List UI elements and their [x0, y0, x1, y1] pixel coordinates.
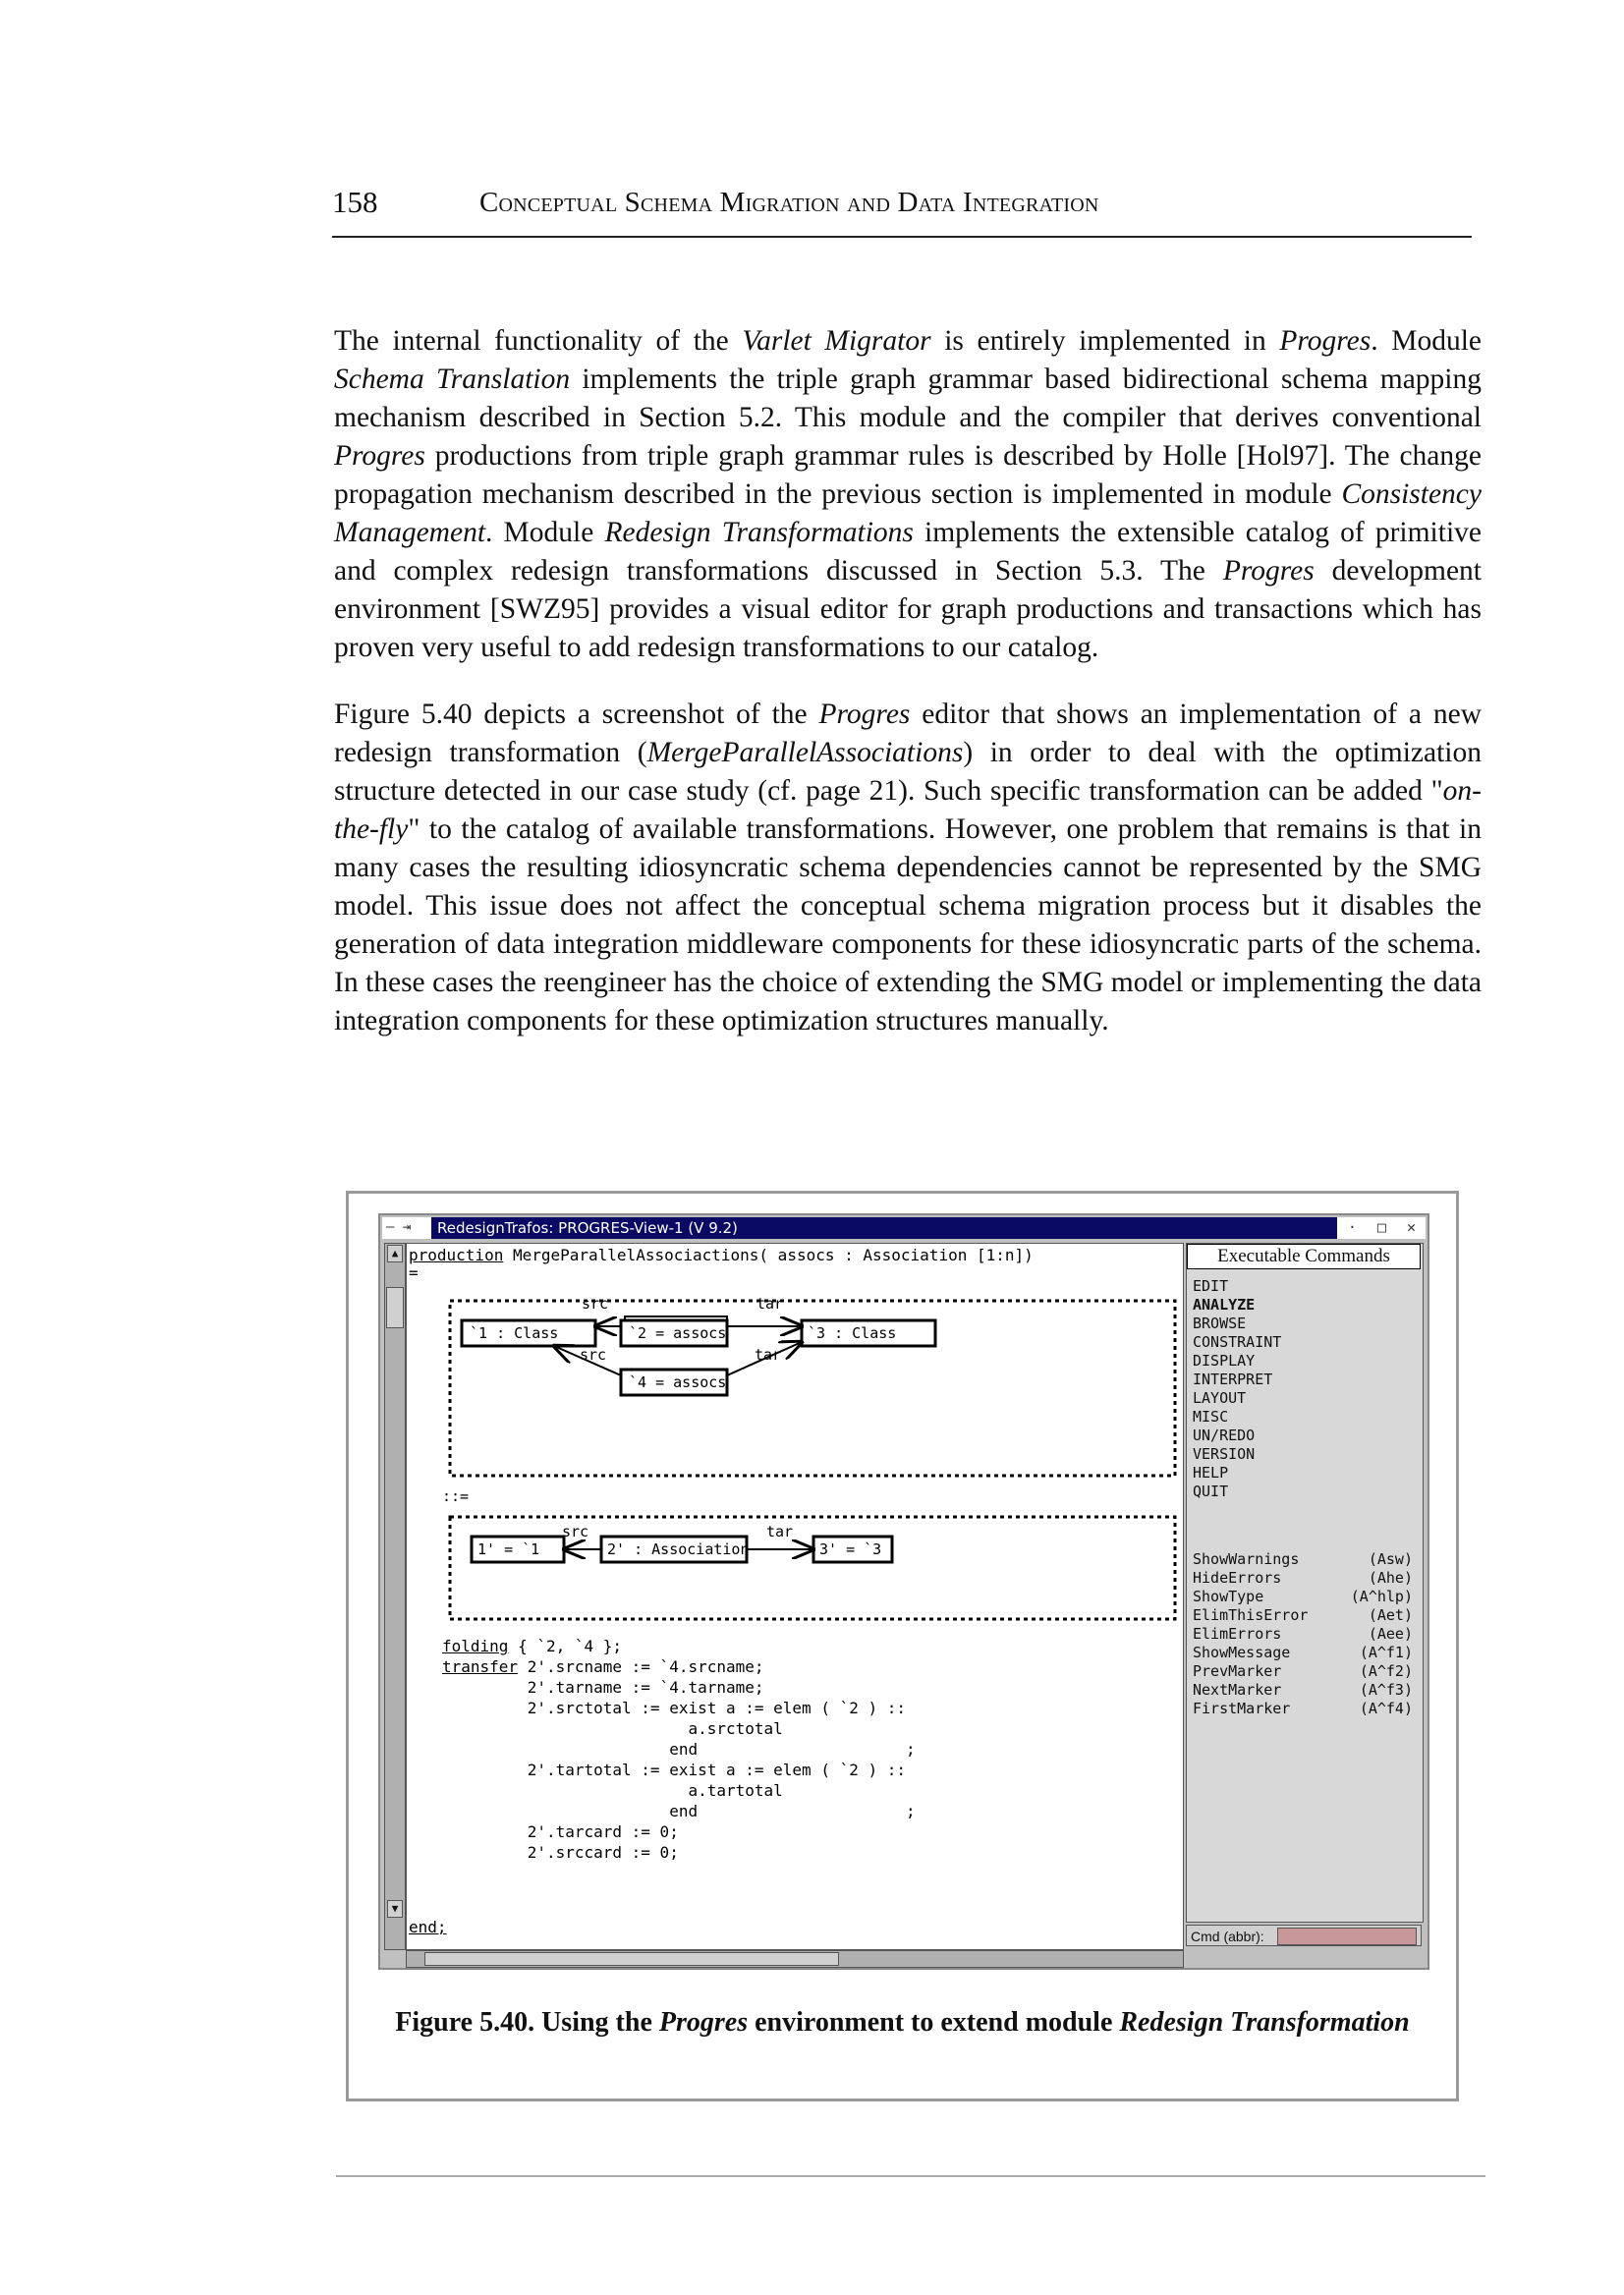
code-text: 2'.srctotal := exist a := elem ( `2 ) :: [442, 1699, 907, 1717]
production-signature: MergeParallelAssociactions( assocs : Association [1:n]) [503, 1246, 1034, 1264]
p1-run-8: productions from triple graph grammar rules is described by Holle [Hol97]. The change propagation mechanism described in the previous section is implemented in module [334, 440, 1482, 510]
shortcut-name: ShowWarnings [1193, 1550, 1300, 1568]
scroll-up-icon[interactable]: ▲ [387, 1245, 403, 1262]
rhs-node-2-label: 2' : Association [607, 1540, 750, 1558]
p1-run-3: Progres [1279, 325, 1372, 357]
p1-run-6: implements the triple graph grammar based bidirectional schema mapping mechanism described in Section 5.2. This module and the compiler that derives conventional [334, 364, 1483, 433]
shortcut-item[interactable] [1193, 1550, 1413, 1569]
command-item[interactable]: DISPLAY [1193, 1352, 1256, 1370]
p1-run-7: Progres [334, 440, 425, 472]
p1-run-2: is entirely implemented in [930, 325, 1280, 357]
code-line [442, 1740, 916, 1759]
scroll-thumb[interactable] [386, 1287, 404, 1328]
shortcut-item[interactable] [1193, 1644, 1413, 1662]
rhs-node-3-label: 3' = `3 [819, 1540, 882, 1558]
end-keyword: end; [409, 1918, 447, 1936]
label-tar-bottom: tar [755, 1346, 782, 1364]
lhs-node-2-label: `2 = assocs [629, 1324, 727, 1342]
lhs-node-3-label: `3 : Class [808, 1324, 897, 1342]
lhs-node-4-label: `4 = assocs [629, 1373, 727, 1391]
cmd-input[interactable] [1277, 1928, 1417, 1945]
figure-caption [349, 2007, 1456, 2039]
command-item[interactable]: EDIT [1193, 1277, 1229, 1295]
shortcut-key: (Aet) [1368, 1606, 1413, 1624]
code-text: 2'.srccard := 0; [442, 1843, 679, 1862]
progres-window [378, 1213, 1429, 1970]
shortcut-key: (A^f4) [1359, 1700, 1413, 1717]
rhs-label-tar: tar [766, 1523, 794, 1540]
p2-run-4: ) in order to deal with the optimization structure detected in our case study (cf. page 21). Such specific transformation can be added " [334, 737, 1482, 807]
p2-run-6: " to the catalog of available transformations. However, one problem that remains is that in many cases the resulting idiosyncratic schema dependencies cannot be represented by the SMG model. This issue does not affect the conceptual schema migration process but it disables the generation of data integration middleware components for these idiosyncratic parts of the schema. In these cases the reengineer has the choice of extending the SMG model or implementing the data integration components for these optimization structures manually. [334, 813, 1482, 1036]
command-item[interactable]: ANALYZE [1193, 1296, 1256, 1314]
shortcut-name: HideErrors [1193, 1569, 1282, 1587]
rhs-box-outline [450, 1517, 1175, 1619]
caption-middle: environment to extend module [748, 2007, 1120, 2038]
code-line [442, 1678, 764, 1697]
command-item[interactable]: QUIT [1193, 1483, 1229, 1500]
command-item[interactable]: UN/REDO [1193, 1427, 1256, 1444]
command-panel [1186, 1243, 1424, 1923]
page-header [332, 185, 1472, 238]
page-number: 158 [332, 185, 378, 219]
code-text: 2'.tartotal := exist a := elem ( `2 ) :: [442, 1761, 907, 1779]
p1-run-14: development environment [SWZ95] provides a visual editor for graph productions and transactions which has proven very useful to add redesign transformations to our catalog. [334, 555, 1482, 663]
shortcut-name: ShowMessage [1193, 1644, 1291, 1661]
graph-diagram [407, 1244, 1183, 1539]
production-editor[interactable] [406, 1243, 1184, 1950]
production-keyword: production [409, 1246, 504, 1264]
code-line [442, 1761, 906, 1779]
code-text: 2'.tarname := `4.tarname; [442, 1678, 764, 1697]
end-line [409, 1918, 447, 1936]
p1-run-11: Redesign Transformations [604, 517, 914, 548]
shortcut-key: (A^f1) [1359, 1644, 1413, 1661]
vertical-scrollbar[interactable] [384, 1243, 406, 1950]
code-text: a.srctotal [442, 1719, 783, 1738]
command-item[interactable]: MISC [1193, 1408, 1229, 1426]
caption-italic-1: Progres [658, 2007, 749, 2038]
label-tar-top: tar [756, 1295, 784, 1313]
rhs-node-1-label: 1' = `1 [477, 1540, 540, 1558]
p1-run-13: Progres [1222, 555, 1315, 587]
code-keyword: folding [442, 1637, 509, 1655]
p1-run-9: Consistency Management [334, 478, 1482, 548]
running-title: Conceptual Schema Migration and Data Integration [479, 187, 1099, 218]
command-line [1186, 1925, 1422, 1946]
p1-run-4: . Module [1371, 325, 1482, 357]
command-list [1193, 1277, 1281, 1501]
p1-run-5: Schema Translation [334, 364, 571, 395]
caption-prefix: Figure 5.40. Using the [395, 2007, 659, 2038]
code-text: { `2, `4 }; [508, 1637, 623, 1655]
shortcut-name: NextMarker [1193, 1681, 1282, 1699]
command-item[interactable]: VERSION [1193, 1445, 1256, 1463]
paragraph-2-text [334, 696, 1482, 1040]
shortcut-name: ElimErrors [1193, 1625, 1282, 1643]
code-line [442, 1802, 916, 1820]
hscroll-thumb[interactable] [424, 1952, 839, 1966]
code-line [442, 1699, 906, 1717]
shortcut-list [1193, 1550, 1413, 1718]
shortcut-key: (A^f2) [1359, 1662, 1413, 1680]
lhs-node-1-label: `1 : Class [470, 1324, 559, 1342]
paragraph-2 [334, 696, 1482, 1040]
code-text: a.tartotal [442, 1781, 783, 1800]
code-text: end ; [442, 1740, 916, 1759]
system-menu-icon[interactable]: — ⇥ [386, 1219, 412, 1235]
p1-run-10: . Module [485, 517, 605, 548]
code-text: 2'.tarcard := 0; [442, 1822, 679, 1841]
shortcut-item[interactable] [1193, 1606, 1413, 1625]
shortcut-key: (A^hlp) [1350, 1588, 1413, 1605]
shortcut-name: ElimThisError [1193, 1606, 1309, 1624]
scroll-down-icon[interactable]: ▼ [387, 1900, 403, 1918]
code-line [442, 1781, 783, 1800]
p1-run-1: Varlet Migrator [742, 325, 931, 357]
shortcut-item[interactable] [1193, 1569, 1413, 1588]
shortcut-key: (A^f3) [1359, 1681, 1413, 1699]
shortcut-name: FirstMarker [1193, 1700, 1291, 1717]
caption-italic-2: Redesign Transformation [1119, 2007, 1410, 2038]
paragraph-1 [334, 322, 1482, 667]
p2-run-5: on-the-fly [334, 775, 1482, 845]
code-text: 2'.srcname := `4.srcname; [518, 1657, 764, 1676]
command-panel-title: Executable Commands [1187, 1244, 1421, 1269]
command-item[interactable]: LAYOUT [1193, 1389, 1247, 1407]
command-item[interactable]: HELP [1193, 1464, 1229, 1482]
cmd-label: Cmd (abbr): [1191, 1929, 1264, 1944]
shortcut-item[interactable] [1193, 1625, 1413, 1644]
command-item[interactable]: INTERPRET [1193, 1371, 1273, 1388]
window-controls[interactable]: · □ ✕ [1347, 1218, 1422, 1236]
p1-run-12: implements the extensible catalog of primitive and complex redesign transformations discussed in Section 5.3. The [334, 517, 1482, 587]
shortcut-item[interactable] [1193, 1681, 1413, 1700]
code-line [442, 1822, 679, 1841]
p2-run-0: Figure 5.40 depicts a screenshot of the [334, 699, 819, 730]
code-line [442, 1719, 783, 1738]
footer-rule [336, 2175, 1485, 2177]
code-text: end ; [442, 1802, 916, 1820]
p2-run-3: MergeParallelAssociations [646, 737, 964, 768]
label-src-bottom: src [580, 1346, 607, 1364]
code-line [442, 1657, 764, 1676]
command-item[interactable]: CONSTRAINT [1193, 1333, 1282, 1351]
shortcut-key: (Ahe) [1368, 1569, 1413, 1587]
command-item[interactable]: BROWSE [1193, 1315, 1247, 1332]
shortcut-name: PrevMarker [1193, 1662, 1282, 1680]
code-line [442, 1843, 679, 1862]
shortcut-item[interactable] [1193, 1662, 1413, 1681]
shortcut-item[interactable] [1193, 1700, 1413, 1718]
shortcut-key: (Aee) [1368, 1625, 1413, 1643]
code-line [442, 1637, 622, 1655]
rhs-label-src: src [562, 1523, 589, 1540]
shortcut-item[interactable] [1193, 1588, 1413, 1606]
p2-run-2: editor that shows an implementation of a new redesign transformation ( [334, 699, 1483, 768]
window-titlebar[interactable] [382, 1217, 1426, 1239]
window-title: RedesignTrafos: PROGRES-View-1 (V 9.2) [431, 1217, 1337, 1239]
p2-run-1: Progres [818, 699, 911, 730]
equals-sign: = [409, 1263, 419, 1282]
horizontal-scrollbar[interactable] [406, 1950, 1184, 1968]
label-src-top: src [582, 1295, 609, 1313]
paragraph-1-text [334, 322, 1482, 667]
figure-5-40 [346, 1191, 1459, 2101]
code-keyword: transfer [442, 1657, 519, 1676]
shortcut-key: (Asw) [1368, 1550, 1413, 1568]
p1-run-0: The internal functionality of the [334, 325, 743, 357]
shortcut-name: ShowType [1193, 1588, 1264, 1605]
rewrite-symbol: ::= [442, 1487, 470, 1505]
